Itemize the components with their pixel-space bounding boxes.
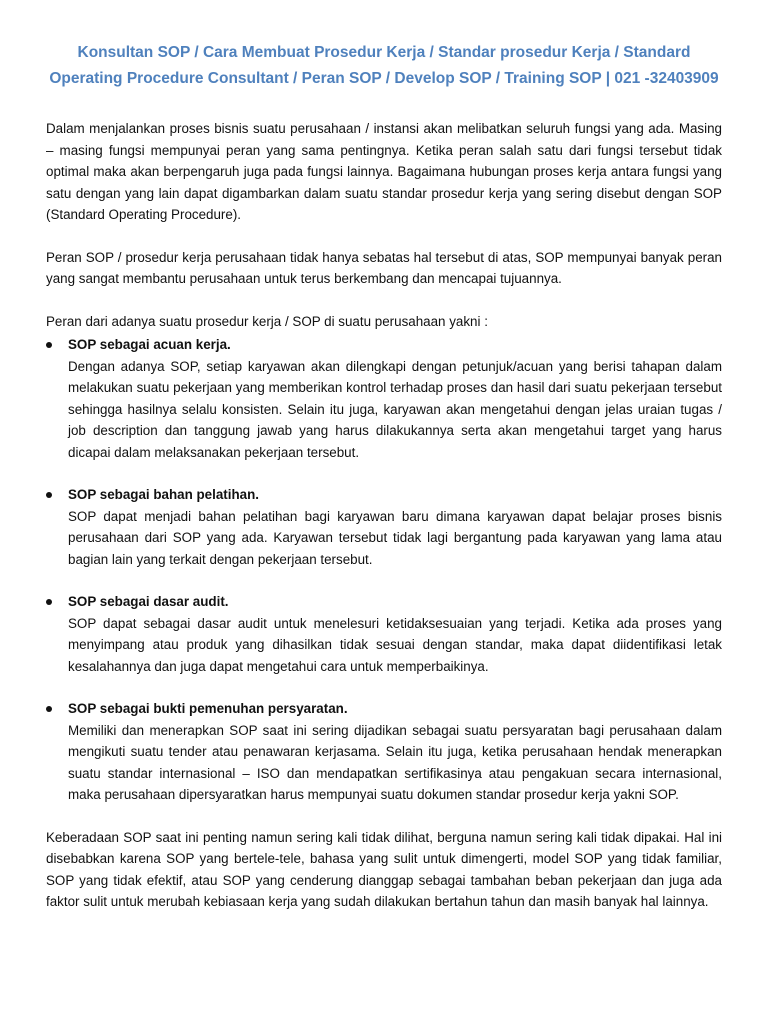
list-item-heading: SOP sebagai bahan pelatihan. [68,487,259,502]
paragraph-list-intro: Peran dari adanya suatu prosedur kerja / SOP di suatu perusahaan yakni : [46,313,488,329]
bullet-icon [46,342,52,348]
list-item-heading: SOP sebagai bukti pemenuhan persyaratan. [68,701,348,716]
list-item-heading: SOP sebagai acuan kerja. [68,337,231,352]
list-item [46,591,722,677]
list-item [46,484,722,570]
paragraph-role: Peran SOP / prosedur kerja perusahaan tidak hanya sebatas hal tersebut di atas, SOP mempunyai banyak peran yang sangat membantu perusahaan untuk terus berkembang dan mencapai tujuannya. [46,249,722,286]
bullet-icon [46,492,52,498]
paragraph-intro: Dalam menjalankan proses bisnis suatu perusahaan / instansi akan melibatkan seluruh fungsi yang ada. Masing – masing fungsi mempunyai peran yang sama pentingnya. Ketika peran salah satu dari fungsi tersebut tidak optimal maka akan berpengaruh juga pada fungsi lainnya. Bagaimana hubungan proses kerja antara fungsi yang satu dengan yang lain dapat digambarkan dalam suatu standar prosedur kerja yang sering disebut dengan SOP (Standard Operating Procedure). [46,121,722,222]
document-title: Konsultan SOP / Cara Membuat Prosedur Kerja / Standar prosedur Kerja / Standard Operating Procedure Consultant / Peran SOP / Develop SOP / Training SOP | 021 -32403909 [49,44,719,87]
bullet-icon [46,706,52,712]
bullet-icon [46,599,52,605]
list-item-body: SOP dapat menjadi bahan pelatihan bagi karyawan baru dimana karyawan dapat belajar proses bisnis perusahaan dari SOP yang ada. Karyawan tersebut tidak lagi bergantung pada karyawan yang lama atau bagian lain yang terkait dengan pekerjaan tersebut. [68,508,722,567]
list-item-heading: SOP sebagai dasar audit. [68,594,229,609]
list-item-body: SOP dapat sebagai dasar audit untuk menelesuri ketidaksesuaian yang terjadi. Ketika ada proses yang menyimpang atau produk yang dihasilkan tidak sesuai dengan standar, maka dapat diidentifikasi letak kesalahannya dan juga dapat mengetahui cara untuk memperbaikinya. [68,615,722,674]
list-item-body: Memiliki dan menerapkan SOP saat ini sering dijadikan sebagai suatu persyaratan bagi perusahaan dalam mengikuti suatu tender atau penawaran kerjasama. Selain itu juga, ketika perusahaan hendak menerapkan suatu standar internasional – ISO dan mendapatkan sertifikasinya atau pengakuan secara internasional, maka perusahaan dipersyaratkan harus mempunyai suatu dokumen standar prosedur kerja yakni SOP. [68,722,722,802]
list-item [46,334,722,463]
role-list [46,334,722,806]
list-item-body: Dengan adanya SOP, setiap karyawan akan dilengkapi dengan petunjuk/acuan yang berisi tahapan dalam melakukan suatu pekerjaan yang memberikan kontrol terhadap proses dan hasil dari suatu pekerjaan tersebut sehingga hasilnya selalu konsisten. Selain itu juga, karyawan akan mengetahui dengan jelas uraian tugas / job description dan tanggung jawab yang harus dilakukannya serta akan mengetahui target yang harus dicapai dalam melaksanakan pekerjaan tersebut. [68,358,722,460]
paragraph-closing: Keberadaan SOP saat ini penting namun sering kali tidak dilihat, berguna namun sering kali tidak dipakai. Hal ini disebabkan karena SOP yang bertele-tele, bahasa yang sulit untuk dimengerti, model SOP yang tidak familiar, SOP yang tidak efektif, atau SOP yang cenderung dianggap sebagai tambahan beban pekerjaan dan juga ada faktor sulit untuk merubah kebiasaan kerja yang sudah dilakukan bertahun tahun dan masih banyak hal lainnya. [46,829,722,909]
list-item [46,698,722,806]
